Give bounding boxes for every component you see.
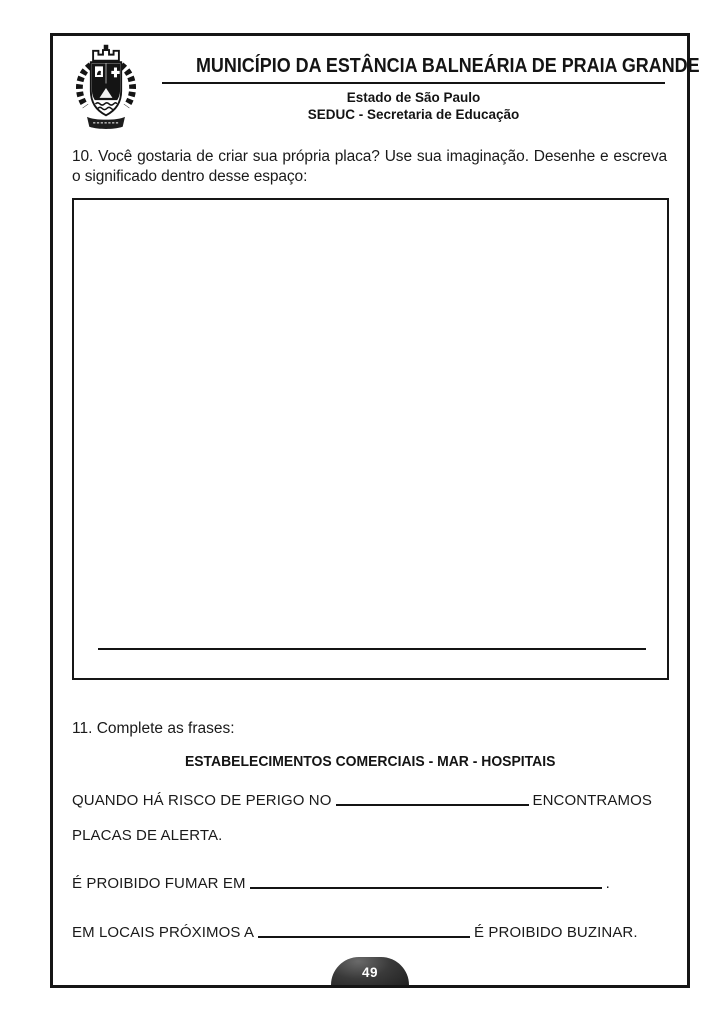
fill-in-sentence-2 [72,866,667,901]
sentence-2-blank [250,875,602,890]
header-title-text: MUNICÍPIO DA ESTÂNCIA BALNEÁRIA DE PRAIA GRANDE [195,54,700,77]
word-bank [63,753,677,770]
sentence-3-blank [258,923,470,938]
answer-line [98,648,646,650]
sentence-2-after: . [605,875,610,893]
word-bank-text: ESTABELECIMENTOS COMERCIAIS - MAR - HOSPITAIS [184,752,556,770]
sentence-2-before: É PROIBIDO FUMAR EM [72,875,246,893]
header-divider [162,82,665,84]
question-11-label: 11. Complete as frases: [72,719,235,737]
page-number: 49 [361,965,379,980]
sentence-1-after: ENCONTRAMOS PLACAS DE ALERTA. [72,791,652,845]
fill-in-sentence-1 [72,783,667,854]
header-subtitle-seduc: SEDUC - Secretaria de Educação [307,106,520,122]
page-frame [50,33,700,988]
sentence-3-before: EM LOCAIS PRÓXIMOS A [72,923,255,941]
coat-of-arms-icon [68,44,144,132]
sentence-1-blank [336,791,529,806]
drawing-box [72,198,669,680]
fill-in-sentence-3 [72,915,667,950]
header-subtitle-state: Estado de São Paulo [346,89,481,105]
question-10-text: 10. Você gostaria de criar sua própria placa? Use sua imaginação. Desenhe e escreva o significado dentro desse espaço: [72,148,667,186]
page-number-badge [331,957,409,985]
header-title [160,54,700,78]
header [53,36,700,132]
sentence-1-before: QUANDO HÁ RISCO DE PERIGO NO [72,791,332,809]
header-text-block [160,44,700,123]
sentence-3-after: É PROIBIDO BUZINAR. [474,923,638,941]
